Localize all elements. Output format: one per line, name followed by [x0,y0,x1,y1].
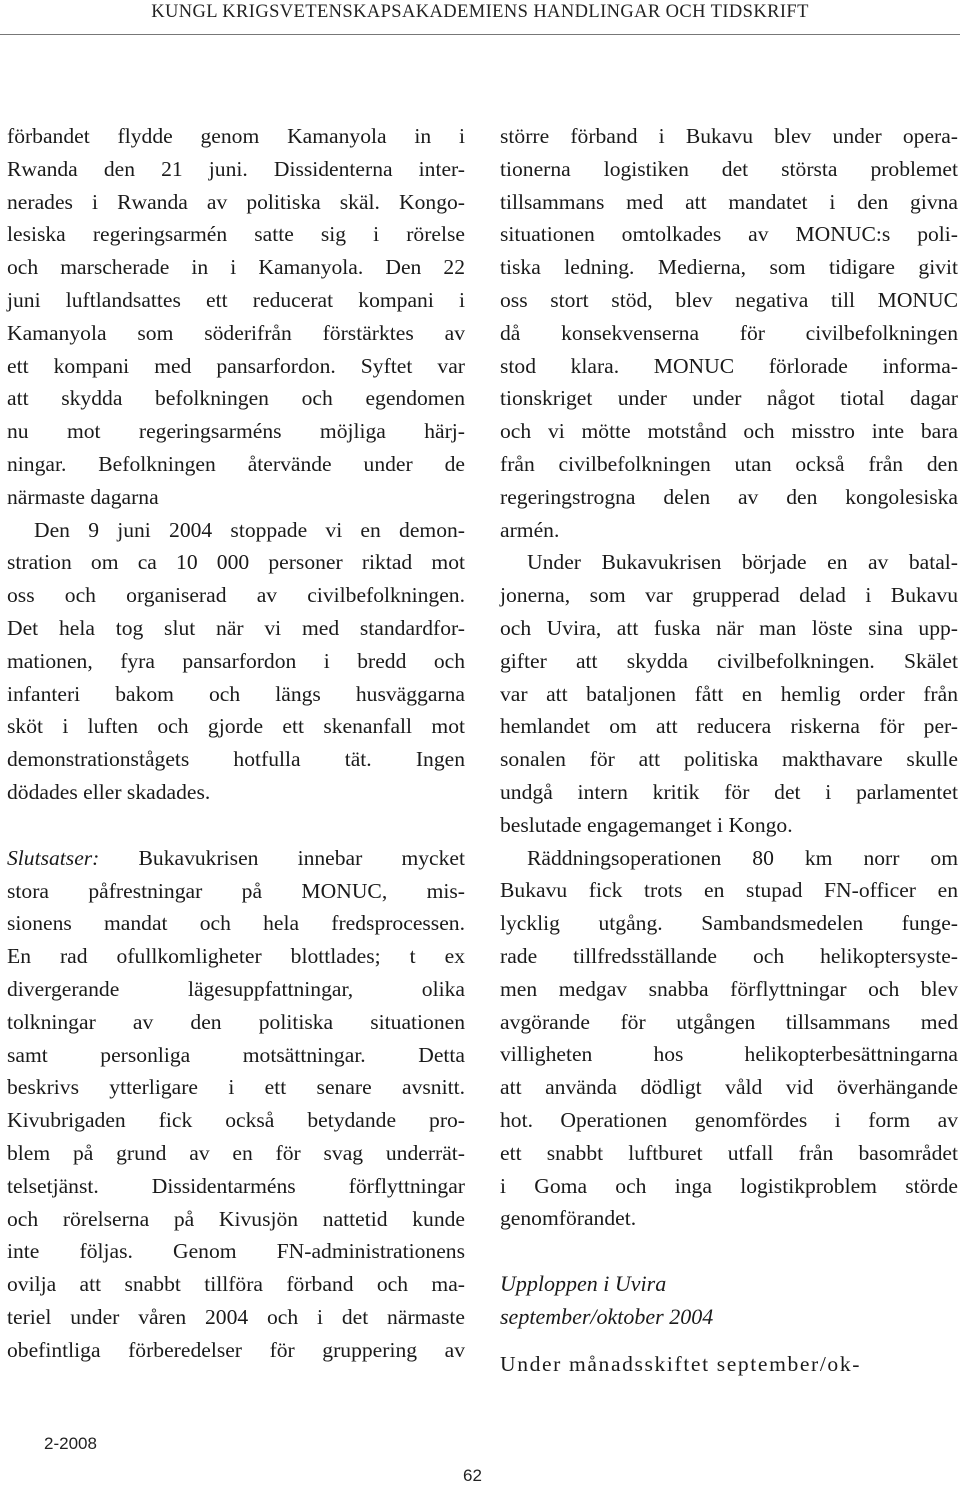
text-line: ett snabbt luftburet utfall från basområdet [500,1140,958,1165]
text-line: stod klara. MONUC förlorade informa- [500,353,958,378]
text-line: nerades i Rwanda av politiska skäl. Kongo- [7,189,465,214]
text-line: genomförandet. [500,1206,637,1231]
conclusions-label: Slutsatser: [7,845,100,870]
left-paragraph-1 [7,120,465,514]
text-line: beskrivs ytterligare i ett senare avsnitt. [7,1075,465,1100]
left-column [7,120,465,1366]
text-line: jonerna, som var grupperad delad i Bukavu [500,583,958,608]
text-line: tionskriget under under något tiotal dagar [500,386,958,411]
left-paragraph-2 [7,514,465,809]
text-line: mationen, fyra pansarfordon i bredd och [7,648,465,673]
text-line: samt personliga motsättningar. Detta [7,1042,465,1067]
text-line: ovilja att snabbt tillföra förband och ma- [7,1272,465,1297]
text-line: En rad ofullkomligheter blottlades; t ex [7,944,465,969]
text-line: stora påfrestningar på MONUC, mis- [7,878,465,903]
text-line: Kivubrigaden fick också betydande pro- [7,1108,465,1133]
text-line: Det hela tog slut när vi med standardfor- [7,615,465,640]
conclusions-first-text: Bukavukrisen innebar mycket [99,845,465,870]
text-line: tillsammans med att mandatet i den givna [500,189,958,214]
right-paragraph-2 [500,546,958,841]
text-line: i Goma och inga logistikproblem störde [500,1173,958,1198]
text-line: nu mot regeringsarméns möjliga härj- [7,419,465,444]
text-line: Under månadsskiftet september/ok- [500,1351,862,1376]
text-line: telsetjänst. Dissidentarméns förflyttningar [7,1173,465,1198]
text-line: oss och organiserad av civilbefolkningen. [7,583,465,608]
text-line [7,842,465,875]
journal-title: KUNGL KRIGSVETENSKAPSAKADEMIENS HANDLINGAR OCH TIDSKRIFT [151,2,809,22]
text-line: och marscherade in i Kamanyola. Den 22 [7,255,465,280]
text-line: gifter att skydda civilbefolkningen. Skälet [500,648,958,673]
text-line: sonalen för att politiska makthavare skulle [500,747,958,772]
text-line: lycklig utgång. Sambandsmedelen funge- [500,911,958,936]
text-line: från civilbefolkningen utan också från den [500,451,958,476]
section-heading [500,1268,958,1334]
text-line: men medgav snabba förflyttningar och blev [500,976,958,1001]
right-paragraph-3 [500,842,958,1236]
text-line: dödades eller skadades. [7,779,211,804]
heading-spacer [500,1334,958,1348]
text-line: Under Bukavukrisen började en av batal- [527,550,958,575]
journal-header [0,0,960,38]
left-paragraph-3 [7,842,465,1367]
text-line: tionerna logistiken det största problemet [500,156,958,181]
section-heading-dates: september/oktober 2004 [500,1303,714,1329]
text-line: undgå intern kritik för det i parlamentet [500,779,958,804]
text-line: tolkningar av den politiska situationen [7,1009,465,1034]
text-line: juni luftlandsattes ett reducerat kompani i [7,287,465,312]
paragraph-spacer [500,1235,958,1268]
text-line: oss stort stöd, blev negativa till MONUC [500,287,958,312]
text-line: närmaste dagarna [7,484,159,509]
text-line: inte följas. Genom FN-administrationens [7,1239,465,1264]
text-line: obefintliga förberedelser för gruppering av [7,1337,465,1362]
text-line: Bukavu fick trots en stupad FN-officer en [500,878,958,903]
text-line: regeringstrogna delen av den kongolesiska [500,484,958,509]
text-line: och rörelserna på Kivusjön nattetid kunde [7,1206,465,1231]
text-line: var att bataljonen fått en hemlig order från [500,681,958,706]
text-line: teriel under våren 2004 och i det närmaste [7,1304,465,1329]
text-line: förbandet flydde genom Kamanyola in i [7,124,465,148]
text-line: då konsekvenserna för civilbefolkningen [500,320,958,345]
text-line: divergerande lägesuppfattningar, olika [7,976,465,1001]
text-line: sionens mandat och hela fredsprocessen. [7,911,465,936]
text-line: lesiska regeringsarmén satte sig i rörelse [7,222,465,247]
text-line: Kamanyola som söderifrån förstärktes av [7,320,465,345]
text-line: ett kompani med pansarfordon. Syftet var [7,353,465,378]
right-column [500,120,958,1380]
text-line: demonstrationstågets hotfulla tät. Ingen [7,747,465,772]
text-line: tiska ledning. Medierna, som tidigare givit [500,255,958,280]
text-line: Räddningsoperationen 80 km norr om [527,845,958,870]
page-number: 62 [463,1466,482,1485]
text-line: att använda dödligt våld vid överhängande [500,1075,958,1100]
text-line: villigheten hos helikopterbesättningarna [500,1042,958,1067]
header-divider [0,34,960,35]
text-line: situationen omtolkades av MONUC:s poli- [500,222,958,247]
text-line: armén. [500,517,560,542]
text-line: infanteri bakom och längs husväggarna [7,681,465,706]
issue-number: 2-2008 [44,1434,97,1453]
text-line: att skydda befolkningen och egendomen [7,386,465,411]
text-line: blem på grund av en för svag underrät- [7,1140,465,1165]
text-line: rade tillfredsställande och helikoptersyste- [500,943,958,968]
text-line: ningar. Befolkningen återvände under de [7,451,465,476]
section-heading-title: Upploppen i Uvira [500,1271,667,1297]
paragraph-spacer [7,809,465,842]
text-line: sköt i luften och gjorde ett skenanfall mot [7,714,465,739]
text-line: stration om ca 10 000 personer riktad mot [7,550,465,575]
text-line: och Uvira, att fuska när man löste sina upp- [500,615,958,640]
text-line: Rwanda den 21 juni. Dissidenterna inter- [7,156,465,181]
text-line: avgörande för utgången tillsammans med [500,1009,958,1034]
right-paragraph-1 [500,120,958,546]
text-line: beslutade engagemanget i Kongo. [500,812,793,837]
text-line: hot. Operationen genomfördes i form av [500,1107,958,1132]
text-line: Den 9 juni 2004 stoppade vi en demon- [34,517,465,542]
text-line: större förband i Bukavu blev under opera- [500,124,958,148]
text-line: hemlandet om att reducera riskerna för per- [500,714,958,739]
text-line: och vi mötte motstånd och misstro inte bara [500,419,958,444]
